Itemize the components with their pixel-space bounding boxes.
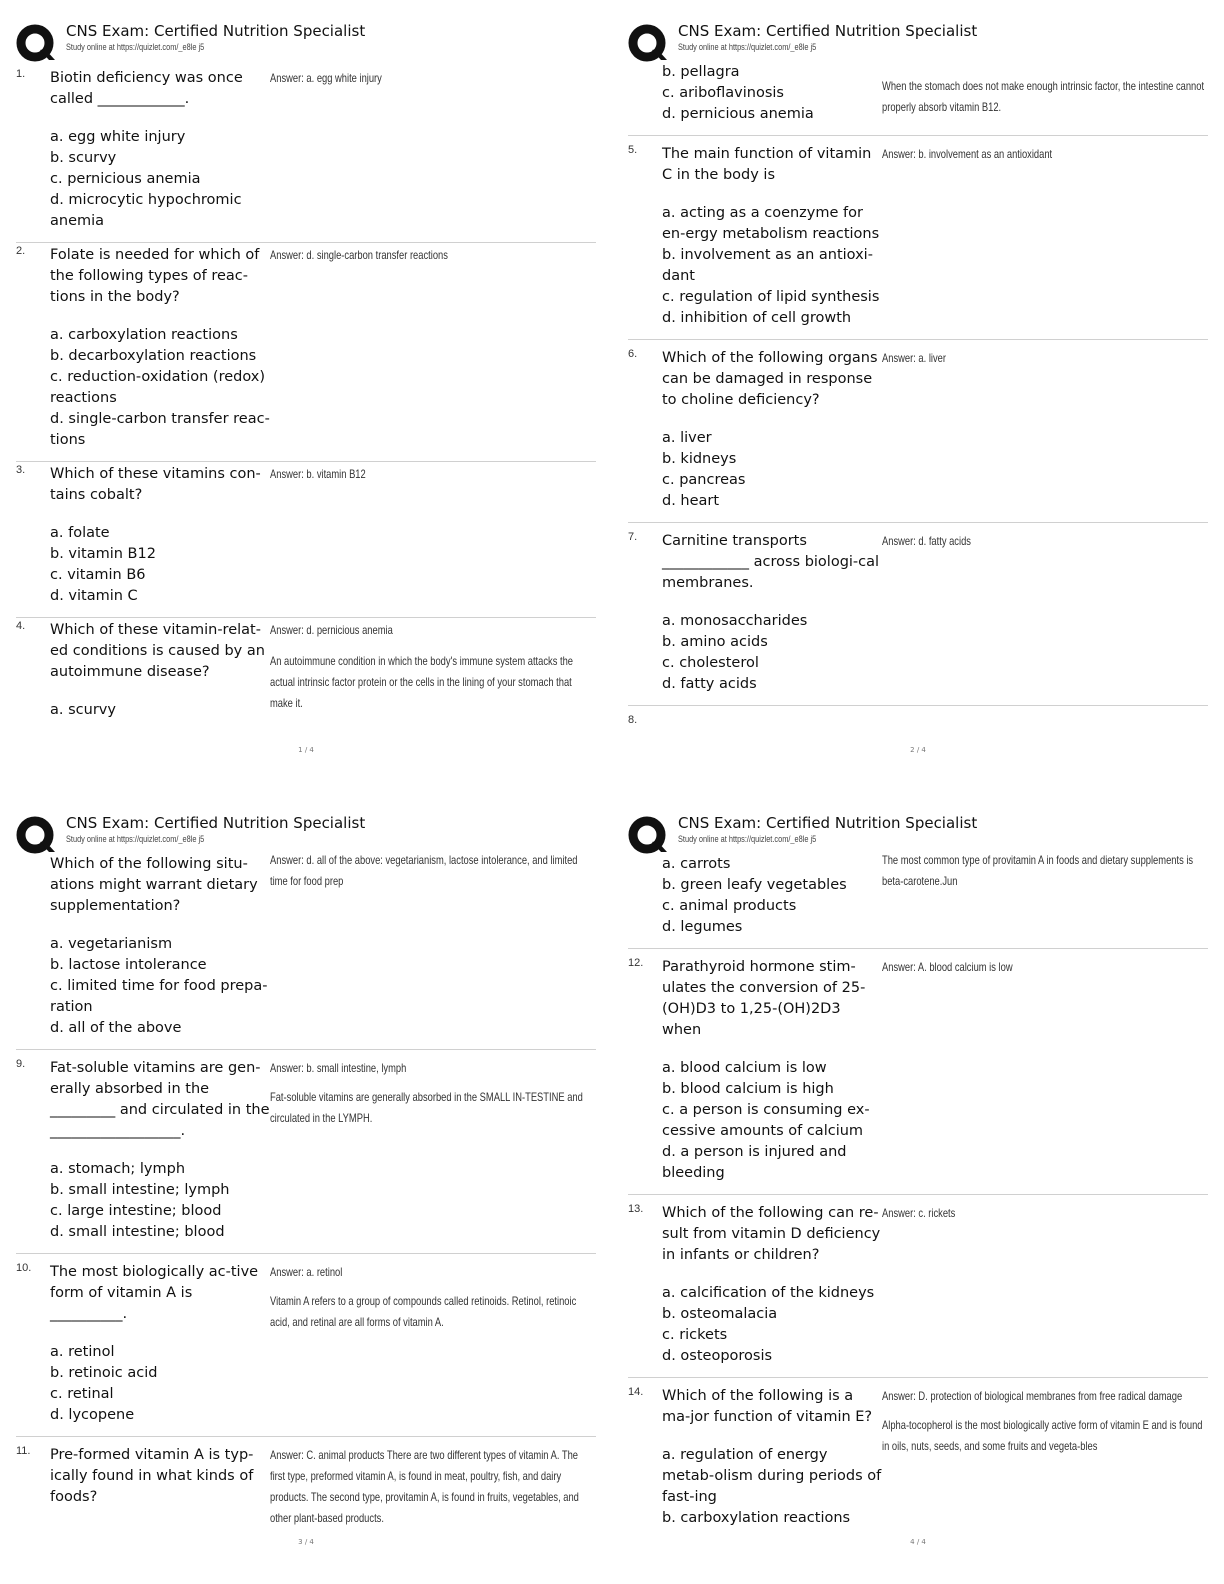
question-stem: Biotin deficiency was once called ____________. <box>50 70 243 107</box>
page-1 <box>0 0 612 792</box>
answer-explanation: An autoimmune condition in which the body's immune system attacks the actual intrinsic factor protein or the cells in the lining of your stomach that make it. <box>270 654 574 710</box>
answer-option: c. pernicious anemia <box>50 171 201 187</box>
answer-option: c. reduction-oxidation (redox) reactions <box>50 369 270 406</box>
page-header <box>628 20 1208 64</box>
question-list <box>0 853 612 1535</box>
answer-option: c. vitamin B6 <box>50 567 146 583</box>
answer-option: c. a person is consuming ex-cessive amounts of calcium <box>662 1102 870 1139</box>
question-number: 3. <box>16 464 26 476</box>
answer-option: b. retinoic acid <box>50 1365 158 1381</box>
answer-option: c. cholesterol <box>662 655 759 671</box>
quizlet-logo-icon <box>628 24 668 64</box>
question-stem: Which of the following organs can be damaged in response to choline deficiency? <box>662 350 878 408</box>
answer-option: b. lactose intolerance <box>50 957 207 973</box>
answer-option: d. inhibition of cell growth <box>662 310 852 326</box>
answer-option: d. microcytic hypochromic anemia <box>50 192 247 229</box>
answer-text: Answer: b. vitamin B12 <box>270 467 366 481</box>
question-number: 6. <box>628 348 638 360</box>
answer-option: d. vitamin C <box>50 588 138 604</box>
answer-explanation: The most common type of provitamin A in foods and dietary supplements is beta-carotene.Jun <box>882 853 1194 888</box>
answer-text: Answer: C. animal products There are two different types of vitamin A. The first type, preformed vitamin A, is found in meat, poultry, fish, and dairy products. The second type, provitamin A, is found in fruits, vegetables, and other plant-based products. <box>270 1448 579 1525</box>
answer-option: d. a person is injured and bleeding <box>662 1144 852 1181</box>
page-number: 1 / 4 <box>298 746 314 754</box>
question-stem: Which of the following is a ma-jor function of vitamin E? <box>662 1388 873 1425</box>
answer-explanation: Vitamin A refers to a group of compounds called retinoids. Retinol, retinoic acid, and retinal are all forms of vitamin A. <box>270 1294 577 1329</box>
document-title: CNS Exam: Certified Nutrition Specialist <box>678 814 978 832</box>
answer-option: a. calcification of the kidneys <box>662 1285 875 1301</box>
question-item <box>628 136 1208 340</box>
answer-text: Answer: d. all of the above: vegetarianism, lactose intolerance, and limited time for food prep <box>270 853 578 888</box>
question-number: 10. <box>16 1262 32 1274</box>
answer-option: c. limited time for food prepa-ration <box>50 978 268 1015</box>
question-item-continued <box>628 62 1208 136</box>
question-stem: Pre-formed vitamin A is typ-ically found in what kinds of foods? <box>50 1447 254 1505</box>
question-stem: Fat-soluble vitamins are gen-erally absorbed in the _________ and circulated in the __________________. <box>50 1060 270 1139</box>
quizlet-logo-icon <box>16 816 56 856</box>
question-item <box>16 618 596 731</box>
answer-option: b. scurvy <box>50 150 117 166</box>
answer-option: a. scurvy <box>50 702 116 718</box>
question-number: 2. <box>16 245 26 257</box>
answer-option: c. animal products <box>662 898 797 914</box>
page-header <box>16 20 596 64</box>
answer-option: a. stomach; lymph <box>50 1161 186 1177</box>
document-subtitle: Study online at https://quizlet.com/_e8le j5 <box>66 42 205 52</box>
question-item <box>16 1050 596 1254</box>
quizlet-logo-icon <box>16 24 56 64</box>
question-number: 5. <box>628 144 638 156</box>
answer-option: c. retinal <box>50 1386 114 1402</box>
answer-explanation: When the stomach does not make enough intrinsic factor, the intestine cannot properly absorb vitamin B12. <box>882 79 1205 114</box>
question-number: 11. <box>16 1445 31 1457</box>
answer-option: b. carboxylation reactions <box>662 1510 851 1526</box>
answer-option: b. green leafy vegetables <box>662 877 847 893</box>
question-stem: Which of the following can re-sult from vitamin D deficiency in infants or children? <box>662 1205 881 1263</box>
question-item-continued <box>628 854 1208 949</box>
answer-option: c. regulation of lipid synthesis <box>662 289 880 305</box>
question-stem: Carnitine transports ____________ across biologi-cal membranes. <box>662 533 880 591</box>
answer-option: c. ariboflavinosis <box>662 85 784 101</box>
question-stem: The most biologically ac-tive form of vitamin A is __________. <box>50 1264 259 1322</box>
page-number: 3 / 4 <box>298 1538 314 1546</box>
question-item <box>16 854 596 1050</box>
question-item <box>628 1195 1208 1378</box>
question-item <box>16 66 596 243</box>
answer-option: c. rickets <box>662 1327 728 1343</box>
page-2 <box>612 0 1224 792</box>
question-stem: Parathyroid hormone stim-ulates the conversion of 25-(OH)D3 to 1,25-(OH)2D3 when <box>662 959 866 1038</box>
answer-option: b. kidneys <box>662 451 737 467</box>
question-list <box>612 66 1224 748</box>
answer-option: c. pancreas <box>662 472 746 488</box>
document-subtitle: Study online at https://quizlet.com/_e8le j5 <box>66 834 205 844</box>
question-stem: Which of the following situ-ations might warrant dietary supplementation? <box>50 856 258 914</box>
question-item <box>628 340 1208 523</box>
answer-text: Answer: c. rickets <box>882 1206 956 1220</box>
answer-option: b. involvement as an antioxi-dant <box>662 247 873 284</box>
question-list <box>612 853 1224 1539</box>
answer-option: c. large intestine; blood <box>50 1203 222 1219</box>
answer-option: a. retinol <box>50 1344 115 1360</box>
question-number: 8. <box>628 714 638 726</box>
answer-text: Answer: b. small intestine, lymph <box>270 1061 407 1075</box>
answer-option: d. lycopene <box>50 1407 135 1423</box>
document-title: CNS Exam: Certified Nutrition Specialist <box>66 814 366 832</box>
answer-explanation: Fat-soluble vitamins are generally absorbed in the SMALL IN-TESTINE and circulated in the LYMPH. <box>270 1090 583 1125</box>
answer-option: a. blood calcium is low <box>662 1060 827 1076</box>
question-number: 14. <box>628 1386 644 1398</box>
answer-option: a. carboxylation reactions <box>50 327 238 343</box>
answer-option: b. osteomalacia <box>662 1306 778 1322</box>
answer-option: b. blood calcium is high <box>662 1081 834 1097</box>
page-number: 4 / 4 <box>910 1538 926 1546</box>
question-item <box>628 523 1208 706</box>
answer-option: d. pernicious anemia <box>662 106 814 122</box>
answer-text: Answer: d. pernicious anemia <box>270 623 393 637</box>
page-4 <box>612 792 1224 1584</box>
answer-text: Answer: D. protection of biological membranes from free radical damage <box>882 1389 1183 1403</box>
answer-option: a. carrots <box>662 856 731 872</box>
question-number: 1. <box>16 68 26 80</box>
question-item <box>628 706 1208 748</box>
document-title: CNS Exam: Certified Nutrition Specialist <box>66 22 366 40</box>
answer-option: b. pellagra <box>662 64 740 80</box>
answer-option: a. acting as a coenzyme for en-ergy metabolism reactions <box>662 205 880 242</box>
question-item <box>628 1378 1208 1539</box>
page-number: 2 / 4 <box>910 746 926 754</box>
answer-option: b. amino acids <box>662 634 768 650</box>
answer-option: d. legumes <box>662 919 743 935</box>
question-item <box>16 243 596 462</box>
answer-explanation: Alpha-tocopherol is the most biologically active form of vitamin E and is found in oils, nuts, seeds, and some fruits and vegeta-bles <box>882 1418 1203 1453</box>
answer-option: b. vitamin B12 <box>50 546 156 562</box>
answer-option: a. monosaccharides <box>662 613 808 629</box>
document-title: CNS Exam: Certified Nutrition Specialist <box>678 22 978 40</box>
question-number: 4. <box>16 620 26 632</box>
question-stem: Which of these vitamin-relat-ed conditions is caused by an autoimmune disease? <box>50 622 265 680</box>
answer-option: a. egg white injury <box>50 129 186 145</box>
answer-option: d. heart <box>662 493 720 509</box>
question-number: 7. <box>628 531 638 543</box>
answer-option: d. single-carbon transfer reac-tions <box>50 411 270 448</box>
answer-option: d. fatty acids <box>662 676 757 692</box>
answer-option: a. regulation of energy metab-olism during periods of fast-ing <box>662 1447 886 1505</box>
answer-option: a. liver <box>662 430 712 446</box>
question-item <box>628 949 1208 1195</box>
question-stem: Which of these vitamins con-tains cobalt? <box>50 466 261 503</box>
document-subtitle: Study online at https://quizlet.com/_e8le j5 <box>678 42 817 52</box>
answer-option: b. small intestine; lymph <box>50 1182 230 1198</box>
question-number: 9. <box>16 1058 26 1070</box>
answer-option: a. vegetarianism <box>50 936 173 952</box>
page-3 <box>0 792 612 1584</box>
answer-text: Answer: a. egg white injury <box>270 71 382 85</box>
answer-text: Answer: a. retinol <box>270 1265 343 1279</box>
answer-text: Answer: a. liver <box>882 351 946 365</box>
question-item <box>16 1437 596 1535</box>
question-item <box>16 1254 596 1437</box>
question-number: 12. <box>628 957 644 969</box>
answer-option: d. small intestine; blood <box>50 1224 225 1240</box>
answer-text: Answer: b. involvement as an antioxidant <box>882 147 1053 161</box>
answer-option: d. all of the above <box>50 1020 182 1036</box>
question-list <box>0 66 612 731</box>
question-stem: Folate is needed for which of the following types of reac-tions in the body? <box>50 247 260 305</box>
quizlet-logo-icon <box>628 816 668 856</box>
answer-option: b. decarboxylation reactions <box>50 348 257 364</box>
document-subtitle: Study online at https://quizlet.com/_e8le j5 <box>678 834 817 844</box>
question-item <box>16 462 596 618</box>
question-stem: The main function of vitamin C in the body is <box>662 146 872 183</box>
answer-text: Answer: d. fatty acids <box>882 534 971 548</box>
answer-text: Answer: d. single-carbon transfer reactions <box>270 248 448 262</box>
question-number: 13. <box>628 1203 644 1215</box>
answer-option: d. osteoporosis <box>662 1348 773 1364</box>
answer-text: Answer: A. blood calcium is low <box>882 960 1013 974</box>
answer-option: a. folate <box>50 525 110 541</box>
